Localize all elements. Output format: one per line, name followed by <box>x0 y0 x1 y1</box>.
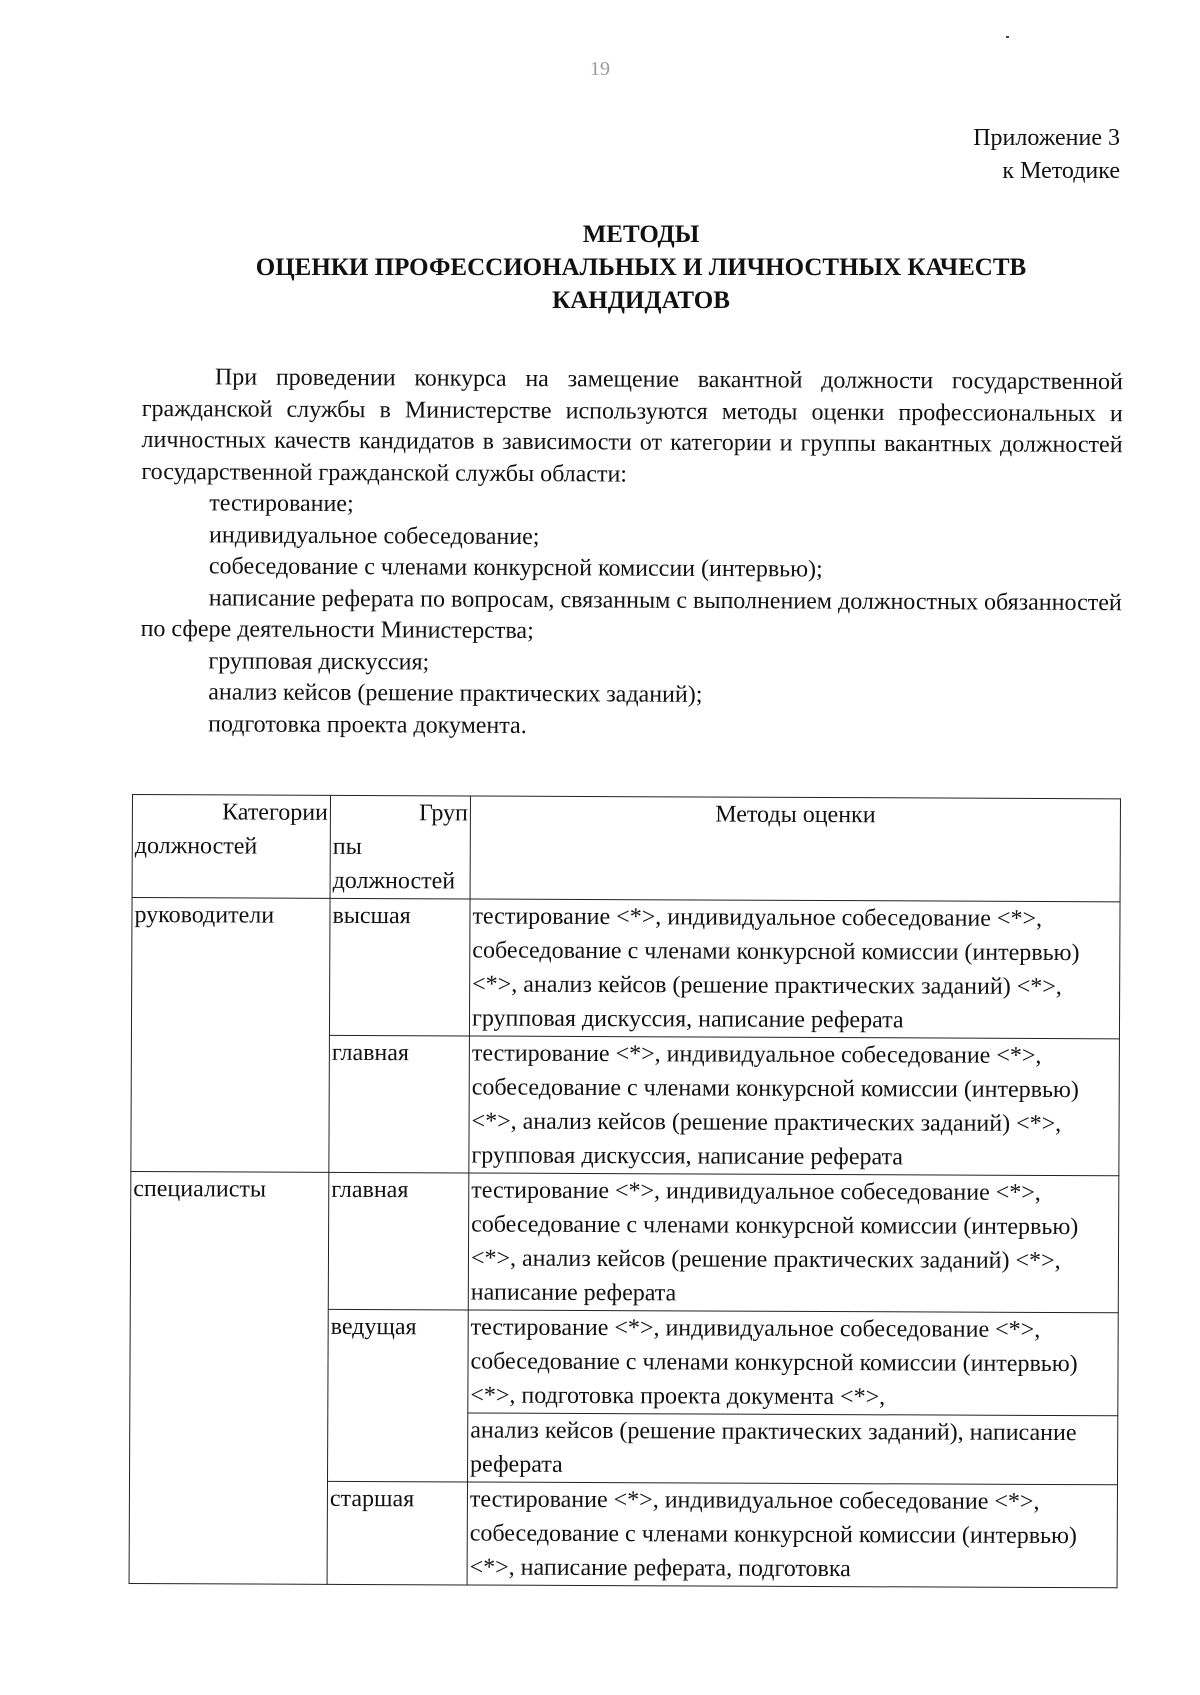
appendix-line-1: Приложение 3 <box>973 125 1120 151</box>
intro-paragraph: При проведении конкурса на замещение вакантной должности государственной гражданской службы в Министерстве используются методы оценки профессиональных и личностных качеств кандидатов в зависимости от категории и группы вакантных должностей государственной гражданской службы области: <box>141 364 1123 488</box>
appendix-note <box>973 122 1120 188</box>
category-cell: руководители <box>131 898 330 1173</box>
methods-table <box>129 794 1121 1588</box>
group-cell: старшая <box>327 1481 467 1585</box>
appendix-line-2: к Методике <box>1002 158 1120 184</box>
category-cell: специалисты <box>129 1171 329 1584</box>
group-cell: ведущая <box>328 1309 469 1482</box>
method-item: подготовка проекта документа. <box>208 710 527 739</box>
page-number: 19 <box>590 58 610 80</box>
methods-cell: тестирование <*>, индивидуальное собеседование <*>, собеседование с членами конкурсной комиссии (интервью) <*>, анализ кейсов (решение практических заданий) <*>, групповая дискуссия, написание реферата <box>469 899 1120 1039</box>
group-cell: главная <box>328 1172 469 1310</box>
methods-cell: тестирование <*>, индивидуальное собеседование <*>, собеседование с членами конкурсной комиссии (интервью) <*>, написание реферата, подготовка <box>467 1482 1117 1588</box>
header-group-line-2: пы <box>332 833 362 861</box>
table-row <box>131 898 1120 1039</box>
methods-cell: тестирование <*>, индивидуальное собеседование <*>, собеседование с членами конкурсной комиссии (интервью) <*>, анализ кейсов (решение практических заданий) <*>, написание реферата <box>468 1173 1119 1313</box>
table-row <box>130 1171 1119 1312</box>
method-item: написание реферата по вопросам, связанным с выполнением должностных обязанностей по сфере деятельности Министерства; <box>140 584 1122 645</box>
title-line-3: КАНДИДАТОВ <box>552 287 730 314</box>
method-item: собеседование с членами конкурсной комиссии (интервью); <box>208 553 823 583</box>
intro-text <box>140 362 1123 745</box>
header-methods: Методы оценки <box>470 796 1120 902</box>
group-cell: главная <box>329 1035 470 1173</box>
method-item: анализ кейсов (решение практических заданий); <box>208 679 703 708</box>
title-line-2: ОЦЕНКИ ПРОФЕССИОНАЛЬНЫХ И ЛИЧНОСТНЫХ КАЧЕСТВ <box>255 254 1027 281</box>
stray-mark <box>1006 36 1009 38</box>
title-line-1: МЕТОДЫ <box>582 221 700 248</box>
method-item: групповая дискуссия; <box>208 647 430 676</box>
table-header-row <box>132 795 1120 902</box>
header-group <box>330 795 470 899</box>
header-group-line-3: должностей <box>332 867 456 895</box>
methods-cell: тестирование <*>, индивидуальное собеседование <*>, собеседование с членами конкурсной комиссии (интервью) <*>, анализ кейсов (решение практических заданий) <*>, групповая дискуссия, написание реферата <box>469 1036 1120 1176</box>
method-item: индивидуальное собеседование; <box>209 521 540 550</box>
header-category <box>132 795 330 899</box>
methods-cell: тестирование <*>, индивидуальное собеседование <*>, собеседование с членами конкурсной комиссии (интервью) <*>, подготовка проекта документа <*>, <box>468 1310 1118 1416</box>
document-title <box>0 218 1200 317</box>
method-item: тестирование; <box>209 490 354 518</box>
group-cell: высшая <box>329 898 470 1036</box>
methods-cell-continued: анализ кейсов (решение практических заданий), написание реферата <box>468 1413 1118 1485</box>
header-group-line-1: Груп <box>418 800 468 827</box>
header-category-line-1: Категории <box>222 799 328 826</box>
header-category-line-2: должностей <box>134 833 258 860</box>
